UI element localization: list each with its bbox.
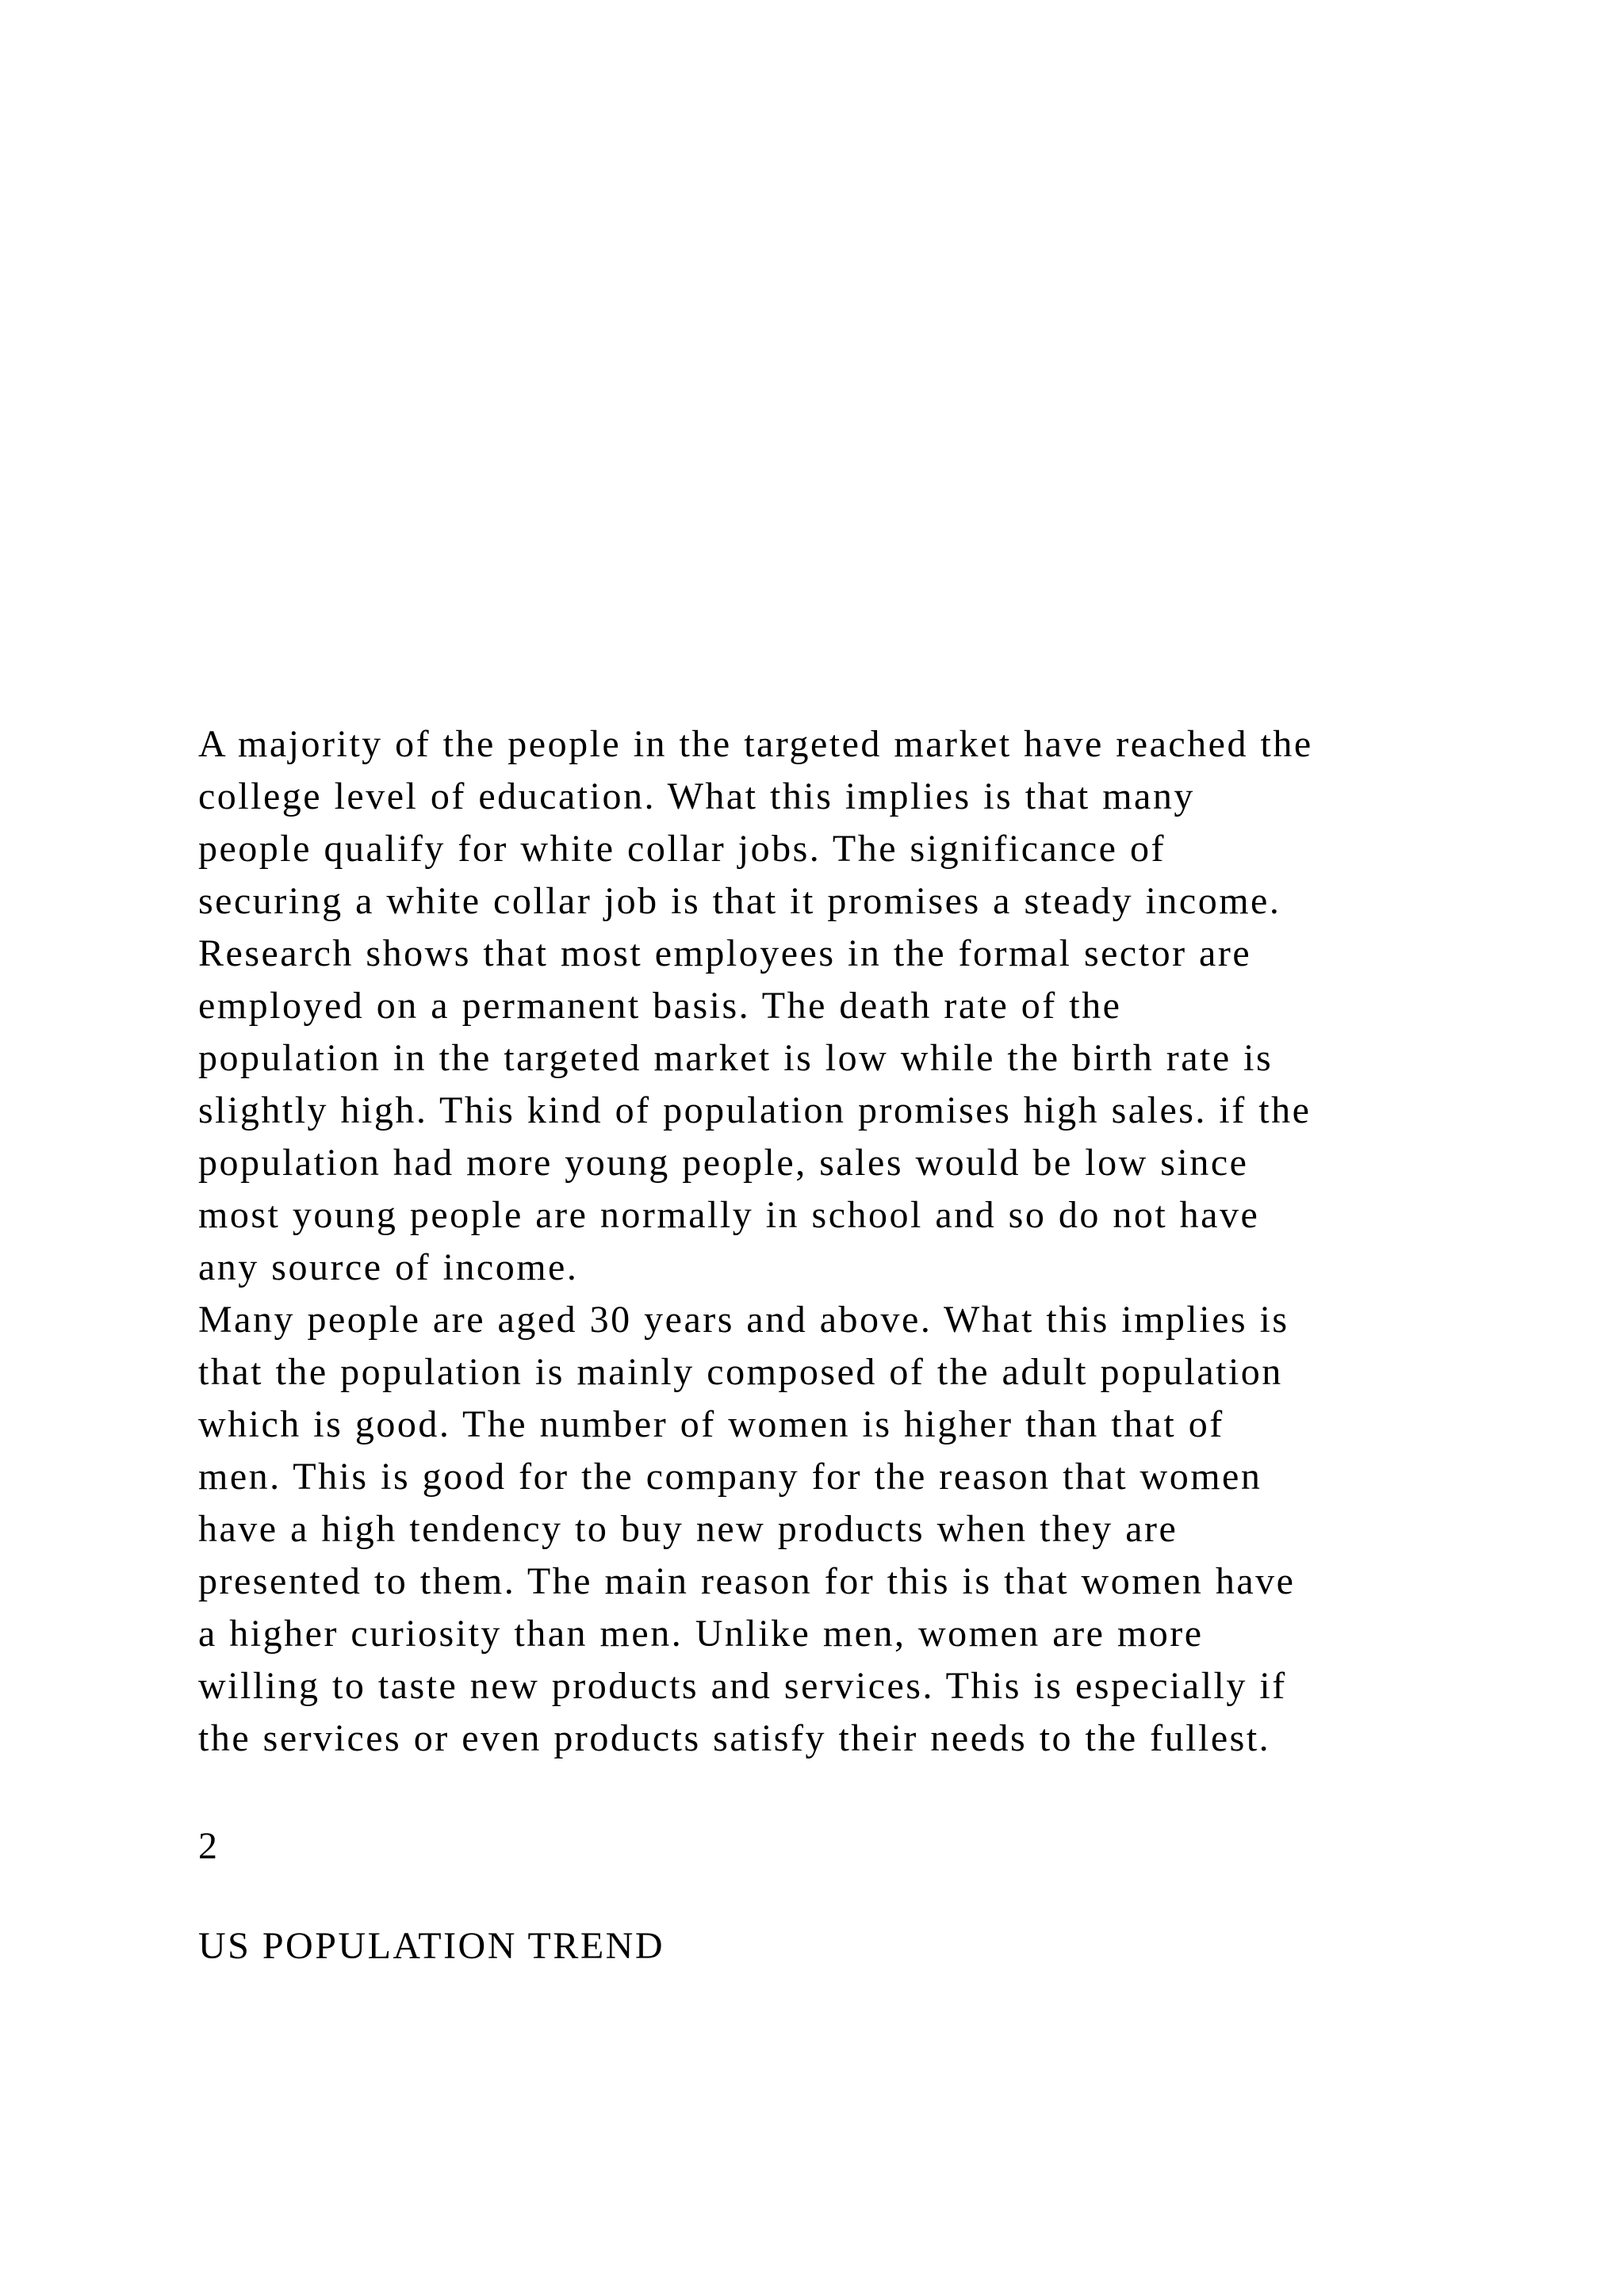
text-line: securing a white collar job is that it promises a steady income. bbox=[198, 880, 1281, 922]
page-number: 2 bbox=[198, 1825, 219, 1867]
text-line: a higher curiosity than men. Unlike men, women are more bbox=[198, 1613, 1204, 1655]
text-line: population had more young people, sales would be low since bbox=[198, 1142, 1249, 1184]
paragraph-education-income bbox=[198, 718, 1483, 1294]
text-line: most young people are normally in school and so do not have bbox=[198, 1194, 1260, 1236]
text-line: willing to taste new products and services. This is especially if bbox=[198, 1665, 1287, 1707]
text-line: any source of income. bbox=[198, 1246, 579, 1288]
text-line: employed on a permanent basis. The death rate of the bbox=[198, 985, 1122, 1027]
text-line: have a high tendency to buy new products when they are bbox=[198, 1508, 1178, 1550]
text-line: Many people are aged 30 years and above. What this implies is bbox=[198, 1299, 1289, 1341]
text-line: which is good. The number of women is higher than that of bbox=[198, 1403, 1224, 1445]
text-line: people qualify for white collar jobs. The significance of bbox=[198, 828, 1166, 870]
text-line: presented to them. The main reason for this is that women have bbox=[198, 1560, 1296, 1602]
text-line: the services or even products satisfy their needs to the fullest. bbox=[198, 1717, 1271, 1759]
body-text bbox=[198, 718, 1483, 1765]
text-line: Research shows that most employees in the formal sector are bbox=[198, 932, 1252, 974]
text-line: men. This is good for the company for the reason that women bbox=[198, 1456, 1262, 1498]
text-line: that the population is mainly composed of the adult population bbox=[198, 1351, 1283, 1393]
section-heading: US POPULATION TREND bbox=[198, 1925, 665, 1967]
text-line: population in the targeted market is low while the birth rate is bbox=[198, 1037, 1274, 1079]
text-line: college level of education. What this implies is that many bbox=[198, 775, 1195, 817]
paragraph-age-gender bbox=[198, 1294, 1483, 1765]
text-line: A majority of the people in the targeted market have reached the bbox=[198, 723, 1313, 765]
text-line: slightly high. This kind of population promises high sales. if the bbox=[198, 1089, 1312, 1131]
